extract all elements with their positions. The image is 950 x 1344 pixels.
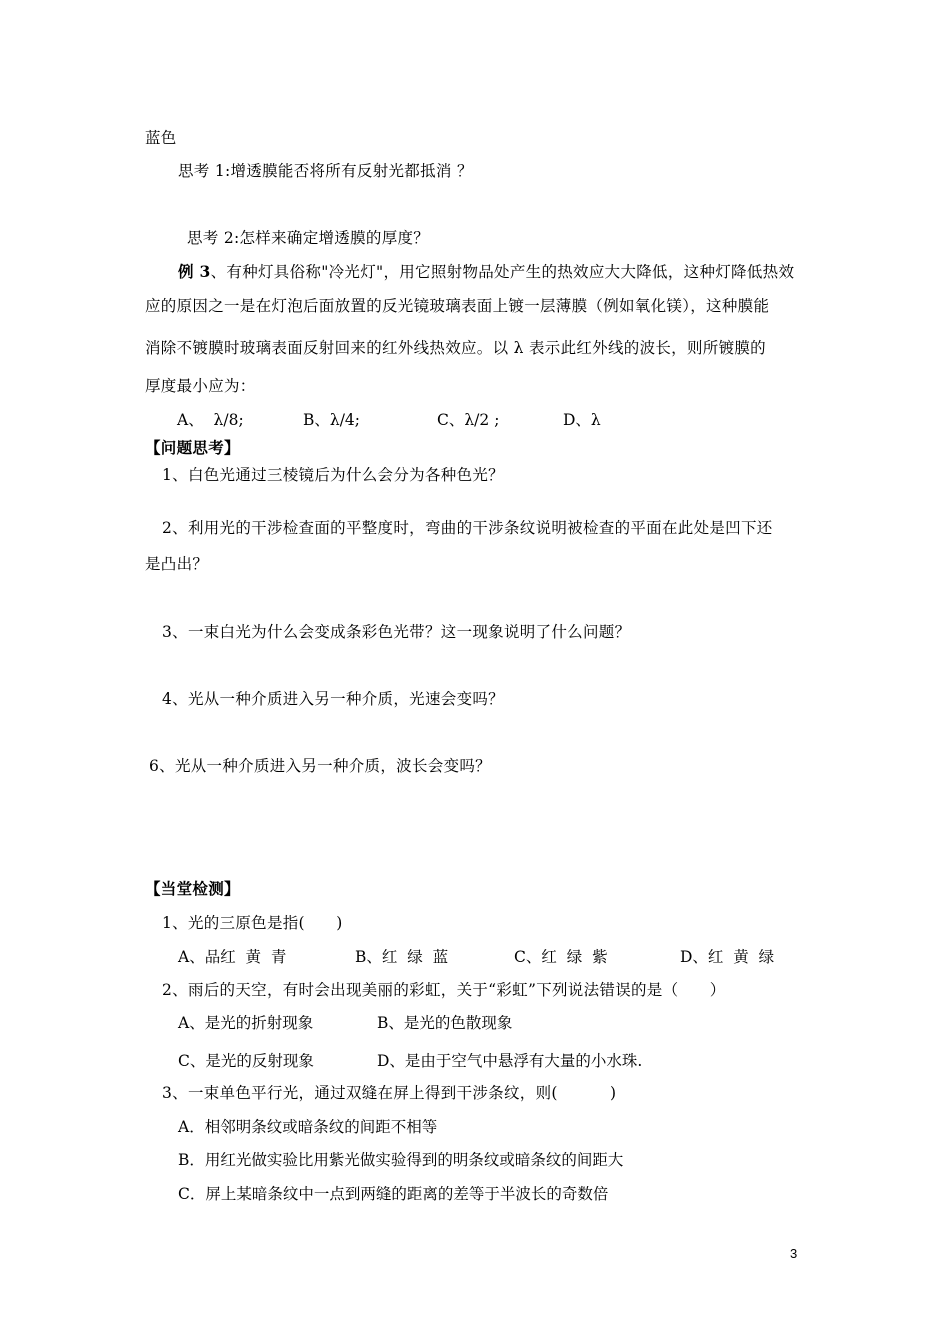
example-3-line-2: 应的原因之一是在灯泡后面放置的反光镜玻璃表面上镀一层薄膜（例如氧化镁），这种膜能 xyxy=(145,297,770,315)
question-4: 4、光从一种介质进入另一种介质，光速会变吗？ xyxy=(162,690,504,708)
test-1-option-b: B、红 绿 蓝 xyxy=(355,948,449,966)
example-3-option-b: B、λ/4; xyxy=(303,411,361,429)
question-2-line-2: 是凸出？ xyxy=(145,555,209,573)
text-line: 蓝色 xyxy=(145,129,177,147)
test-question-1: 1、光的三原色是指( ) xyxy=(162,914,343,932)
test-1-option-a: A、品红 黄 青 xyxy=(178,948,287,966)
test-3-option-a: A．相邻明条纹或暗条纹的间距不相等 xyxy=(178,1118,438,1136)
example-3-text: 、有种灯具俗称"冷光灯"，用它照射物品处产生的热效应大大降低，这种灯降低热效 xyxy=(210,263,795,281)
example-3-line-3: 消除不镀膜时玻璃表面反射回来的红外线热效应。以 λ 表示此红外线的波长，则所镀膜的 xyxy=(145,339,766,357)
think-question-1: 思考 1:增透膜能否将所有反射光都抵消 ？ xyxy=(178,162,473,180)
test-2-option-c: C、是光的反射现象 xyxy=(178,1052,314,1070)
section-heading-questions: 【问题思考】 xyxy=(145,438,240,457)
question-1: 1、白色光通过三棱镜后为什么会分为各种色光？ xyxy=(162,466,504,484)
section-heading-test: 【当堂检测】 xyxy=(145,879,240,898)
think-question-2: 思考 2:怎样来确定增透膜的厚度？ xyxy=(187,229,430,247)
question-2-line-1: 2、利用光的干涉检查面的平整度时，弯曲的干涉条纹说明被检查的平面在此处是凹下还 xyxy=(162,519,773,537)
example-3-option-c: C、λ/2 ; xyxy=(437,411,500,429)
test-1-option-c: C、红 绿 紫 xyxy=(514,948,608,966)
example-3-option-a: A、 λ/8; xyxy=(177,411,244,429)
example-3-line-4: 厚度最小应为： xyxy=(145,377,256,395)
question-6: 6、光从一种介质进入另一种介质，波长会变吗？ xyxy=(149,757,491,775)
test-2-option-b: B、是光的色散现象 xyxy=(377,1014,513,1032)
example-3-option-d: D、λ xyxy=(563,411,601,429)
test-3-option-c: C．屏上某暗条纹中一点到两缝的距离的差等于半波长的奇数倍 xyxy=(178,1185,609,1203)
test-question-3: 3、一束单色平行光，通过双缝在屏上得到干涉条纹，则( ) xyxy=(162,1084,617,1102)
example-3-line-1 xyxy=(178,261,794,283)
test-2-option-a: A、是光的折射现象 xyxy=(178,1014,314,1032)
test-3-option-b: B．用红光做实验比用紫光做实验得到的明条纹或暗条纹的间距大 xyxy=(178,1151,624,1169)
example-3-label: 例 3 xyxy=(178,262,211,281)
test-2-option-d: D、是由于空气中悬浮有大量的小水珠. xyxy=(377,1052,643,1070)
test-1-option-d: D、红 黄 绿 xyxy=(680,948,775,966)
question-3: 3、一束白光为什么会变成条彩色光带？这一现象说明了什么问题？ xyxy=(162,623,631,641)
test-question-2: 2、雨后的天空，有时会出现美丽的彩虹，关于“彩虹”下列说法错误的是（ ） xyxy=(162,981,726,999)
page-number: 3 xyxy=(790,1246,798,1261)
